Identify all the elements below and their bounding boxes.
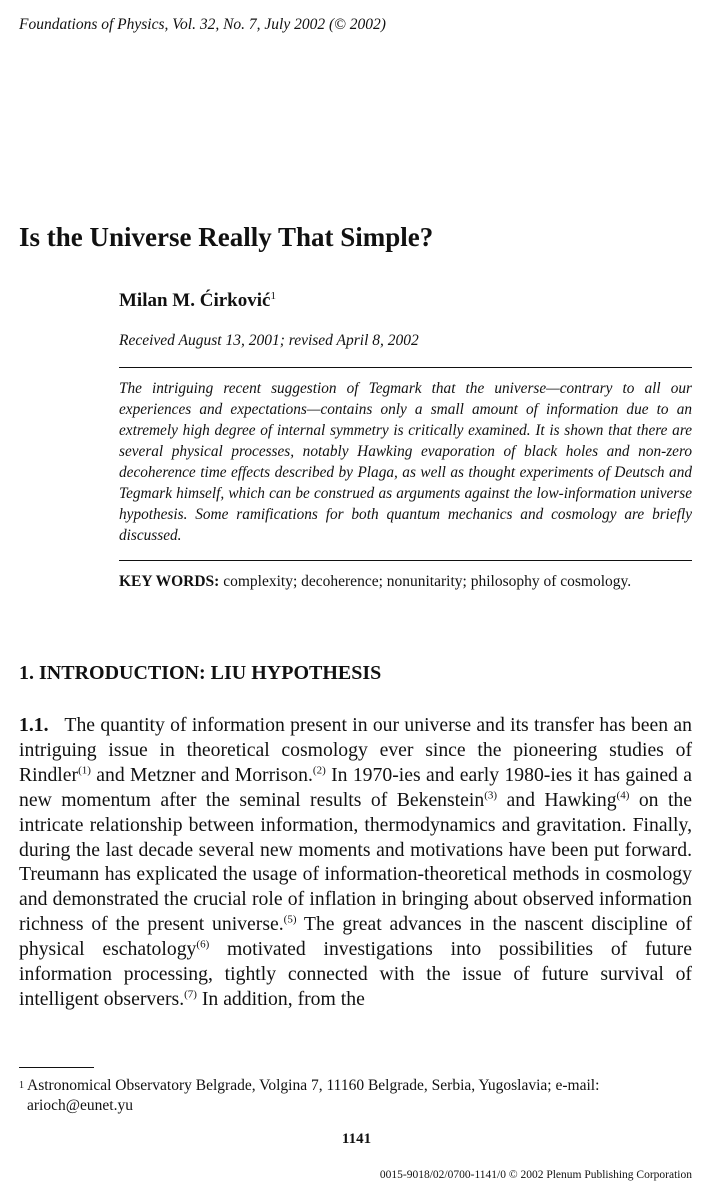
footnote-rule: [19, 1067, 94, 1068]
paper-title: Is the Universe Really That Simple?: [19, 222, 434, 252]
citation-7: (7): [184, 988, 197, 1001]
p-seg-4: In 1970-ies and early 1980-ies it has gained a new momentum after the seminal results of Bekenstein: [19, 763, 692, 811]
citation-5: (5): [283, 913, 297, 926]
p-seg-0: The quantity of information present in our universe and its transfer has been an intriguing issue in theoretical cosmology ever since the pioneering studies of Rindler: [19, 714, 692, 786]
author: [119, 290, 276, 312]
received-date: Received August 13, 2001; revised April 8, 2002: [119, 332, 419, 349]
citation-2: (2): [312, 764, 326, 777]
p-seg-2: and Metzner and Morrison.: [90, 763, 313, 786]
author-footnote-mark: 1: [270, 290, 276, 302]
abstract-bottom-rule: [119, 560, 692, 561]
p-seg-10: The great advances in the nascent discipline of physical eschatology: [19, 913, 693, 961]
paragraph-label: 1.1.: [19, 714, 49, 736]
copyright-line: 0015-9018/02/0700-1141/0 © 2002 Plenum Publishing Corporation: [379, 1169, 692, 1181]
abstract-top-rule: [119, 367, 692, 368]
section-heading: 1. INTRODUCTION: LIU HYPOTHESIS: [19, 662, 382, 684]
citation-4: (4): [616, 789, 630, 802]
citation-6: (6): [196, 938, 210, 951]
citation-3: (3): [484, 789, 498, 802]
keywords-label: KEY WORDS:: [119, 573, 220, 590]
author-name: Milan M. Ćirković: [119, 290, 271, 311]
page-number: 1141: [341, 1131, 372, 1147]
footnote-line1: Astronomical Observatory Belgrade, Volgina 7, 11160 Belgrade, Serbia, Yugoslavia; e-mail:: [24, 1077, 600, 1094]
abstract: The intriguing recent suggestion of Tegmark that the universe—contrary to all our experiences and expectations—contains only a small amount of information due to an extremely high degree of internal symmetry is critically examined. It is shown that there are several physical processes, notably Hawking evaporation of black holes and non-zero decoherence time effects described by Plaga, as well as thought experiments of Deutsch and Tegmark himself, which can be construed as arguments against the low-information universe hypothesis. Some ramifications for both quantum mechanics and cosmology are briefly discussed.: [119, 380, 692, 544]
keywords-text: complexity; decoherence; nonunitarity; philosophy of cosmology.: [219, 573, 632, 590]
p-seg-14: In addition, from the: [196, 987, 365, 1010]
footnote: [19, 1076, 692, 1116]
body-paragraph: [19, 713, 692, 1012]
footnote-email: arioch@eunet.yu: [27, 1097, 133, 1114]
citation-1: (1): [78, 764, 91, 777]
p-seg-12: motivated investigations into possibilities of future information processing, tightly connected with the issue of future survival of intelligent observers.: [19, 938, 692, 1010]
keywords: [119, 571, 692, 593]
p-seg-8: on the intricate relationship between information, thermodynamics and gravitation. Finally, during the last decade several new moments and motivations have been put forward. Treumann has explicated the usage of information-theoretical methods in cosmology and demonstrated the crucial role of inflation in bringing about observed information richness of the present universe.: [19, 788, 693, 936]
footnote-mark: 1: [19, 1080, 24, 1091]
p-seg-6: and Hawking: [497, 788, 617, 811]
journal-header: Foundations of Physics, Vol. 32, No. 7, July 2002 (© 2002): [19, 16, 386, 33]
